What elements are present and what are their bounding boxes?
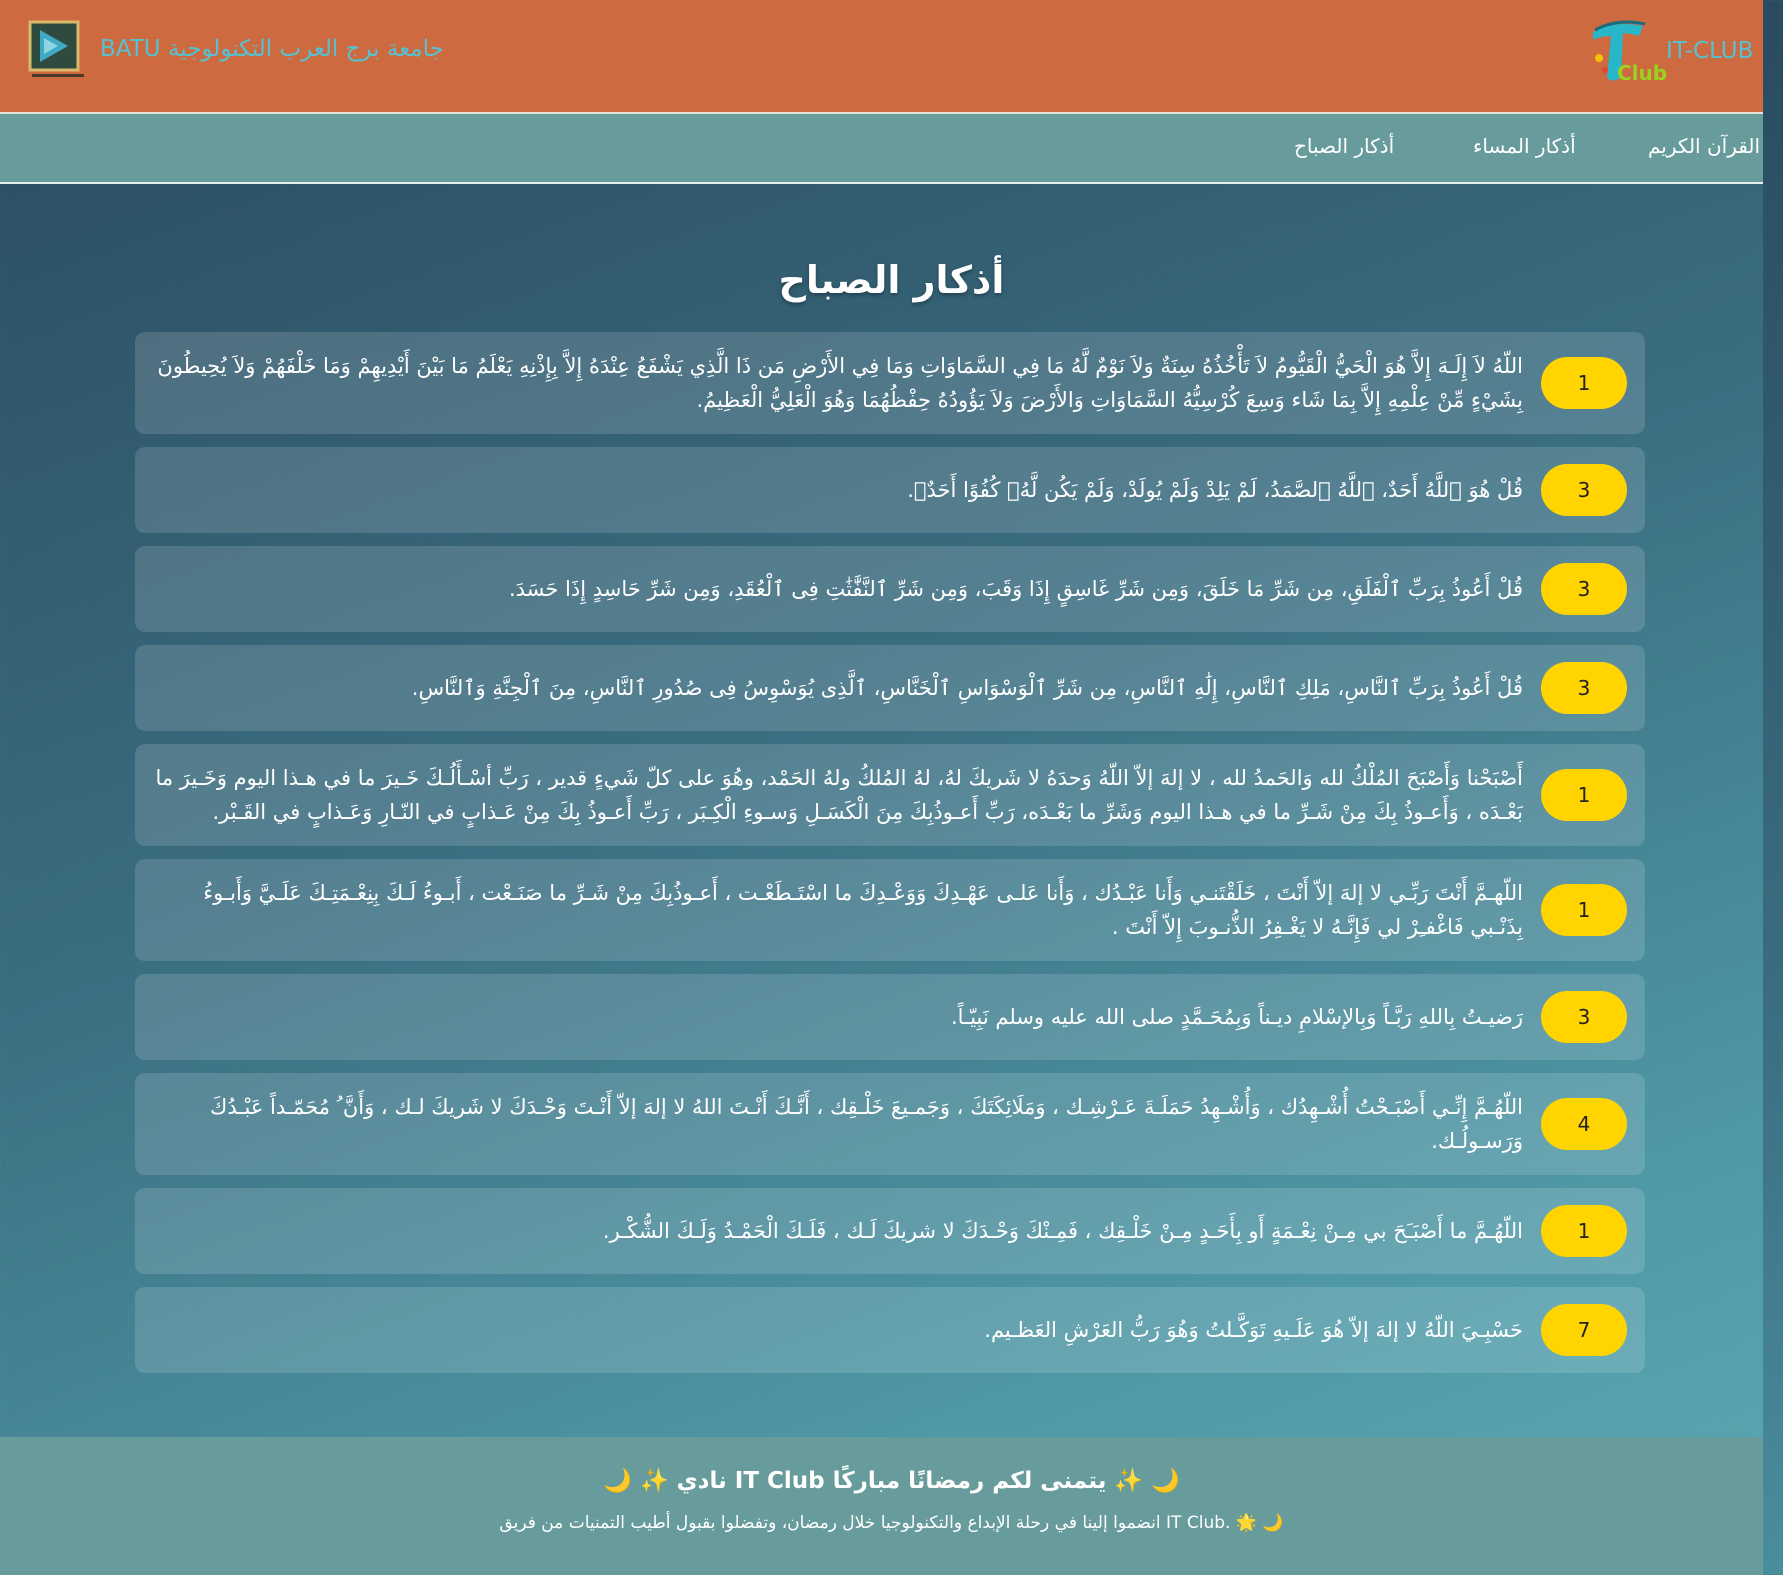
zikr-card xyxy=(135,744,1645,846)
zikr-count-button[interactable]: 3 xyxy=(1541,991,1627,1043)
nav-morning-azkar[interactable]: أذكار الصباح xyxy=(1294,134,1395,158)
nav-evening-azkar[interactable]: أذكار المساء xyxy=(1473,134,1576,158)
zikr-text: قُلْ هُوَ ٱللَّهُ أَحَدٌ، ٱللَّهُ ٱلصَّمَدُ، لَمْ يَلِدْ وَلَمْ يُولَدْ، وَلَمْ يَكُن لَّهُۥ كُفُوًا أَحَدٌۢ. xyxy=(907,478,1523,502)
zikr-text: قُلْ أَعُوذُ بِرَبِّ ٱلنَّاسِ، مَلِكِ ٱلنَّاسِ، إِلَٰهِ ٱلنَّاسِ، مِن شَرِّ ٱلْوَسْوَاسِ ٱلْخَنَّاسِ، ٱلَّذِى يُوَسْوِسُ فِى صُدُورِ ٱلنَّاسِ، مِنَ ٱلْجِنَّةِ وَٱلنَّاسِ. xyxy=(411,676,1523,700)
zikr-text: اللّهـمَّ أَنْتَ رَبِّـي لا إلهَ إلاّ أَنْتَ ، خَلَقْتَنـي وَأَنا عَبْـدُك ، وَأَنا عَلـى عَهْـدِكَ وَوَعْـدِكَ ما اسْتَـطَعْـت ، أَعـوذُبِكَ مِنْ شَـرِّ ما صَنَـعْت ، أَبـوءُ لَـكَ بِنِعْـمَتِـكَ عَلَـيَّ وَأَبـوءُ بِذَنْـبي فَاغْفـِرْ لي فَإِنَّـهُ لا يَغْـفِرُ الذُّنـوبَ إِلاّ أَنْتَ . xyxy=(203,881,1523,939)
zikr-card xyxy=(135,447,1645,533)
zikr-text: اللّهُـمَّ إِنِّـي أَصْبَـحْتُ أُشْـهِدُك ، وَأُشْـهِدُ حَمَلَـةَ عَـرْشِـك ، وَمَلَائِكَتَكَ ، وَجَمـيعَ خَلْـقِك ، أَنَّـكَ أَنْـتَ اللهُ لا إلهَ إلاّ أَنْـتَ وَحْـدَكَ لا شَريكَ لـك ، وَأَنَّ ُ مُحَمّـداً عَبْـدُكَ وَرَسـولُـك. xyxy=(210,1095,1523,1153)
zikr-card xyxy=(135,645,1645,731)
zikr-text: حَسْبِـيَ اللّهُ لا إلهَ إلاّ هُوَ عَلَـيهِ تَوَكَّـلتُ وَهُوَ رَبُّ العَرْشِ العَظـيم. xyxy=(984,1318,1523,1342)
zikr-count-button[interactable]: 3 xyxy=(1541,464,1627,516)
zikr-count-button[interactable]: 1 xyxy=(1541,884,1627,936)
azkar-list xyxy=(135,332,1645,1386)
zikr-text: اللّهُـمَّ ما أَصْبَـَحَ بي مِـنْ نِعْـمَةٍ أَو بِأَحَـدٍ مِـنْ خَلْـقِك ، فَمِـنْكَ وَحْـدَكَ لا شريكَ لَـك ، فَلَـكَ الْحَمْـدُ وَلَـكَ الشُّكْـر. xyxy=(602,1219,1523,1243)
zikr-count-button[interactable]: 4 xyxy=(1541,1098,1627,1150)
footer-title: 🌙 ✨ يتمنى لكم رمضانًا مباركًا IT Club نادي ✨ 🌙 xyxy=(603,1468,1180,1494)
zikr-card xyxy=(135,332,1645,434)
top-header xyxy=(0,0,1763,114)
zikr-text: اللّهُ لاَ إِلَـهَ إِلاَّ هُوَ الْحَيُّ الْقَيُّومُ لاَ تَأْخُذُهُ سِنَةٌ وَلاَ نَوْمٌ لَّهُ مَا فِي السَّمَاوَاتِ وَمَا فِي الأَرْضِ مَن ذَا الَّذِي يَشْفَعُ عِنْدَهُ إِلاَّ بِإِذْنِهِ يَعْلَمُ مَا بَيْنَ أَيْدِيهِمْ وَمَا خَلْفَهُمْ وَلاَ يُحِيطُونَ بِشَيْءٍ مِّنْ عِلْمِهِ إِلاَّ بِمَا شَاء وَسِعَ كُرْسِيُّهُ السَّمَاوَاتِ وَالأَرْضَ وَلاَ يَؤُودُهُ حِفْظُهُمَا وَهُوَ الْعَلِيُّ الْعَظِيمُ. xyxy=(157,354,1523,412)
zikr-count-button[interactable]: 1 xyxy=(1541,1205,1627,1257)
university-logo-icon[interactable] xyxy=(28,20,88,84)
zikr-text: رَضيـتُ بِاللهِ رَبَّـاً وَبِالإسْلامِ ديـناً وَبِمُحَـمَّدٍ صلى الله عليه وسلم نَبِيّـاً. xyxy=(950,1005,1523,1029)
zikr-text: قُلْ أَعُوذُ بِرَبِّ ٱلْفَلَقِ، مِن شَرِّ مَا خَلَقَ، وَمِن شَرِّ غَاسِقٍ إِذَا وَقَبَ، وَمِن شَرِّ ٱلنَّفَّٰثَٰتِ فِى ٱلْعُقَدِ، وَمِن شَرِّ حَاسِدٍ إِذَا حَسَدَ. xyxy=(508,577,1523,601)
zikr-count-button[interactable]: 7 xyxy=(1541,1304,1627,1356)
zikr-count-button[interactable]: 1 xyxy=(1541,769,1627,821)
zikr-card xyxy=(135,546,1645,632)
it-club-logo-icon[interactable] xyxy=(1585,18,1668,90)
zikr-count-button[interactable]: 3 xyxy=(1541,662,1627,714)
page-title: أذكار الصباح xyxy=(778,258,1005,302)
zikr-card xyxy=(135,1073,1645,1175)
university-name[interactable]: جامعة برج العرب التكنولوجية BATU xyxy=(100,36,444,62)
footer-subtitle: 🌙 🌟 .IT Club انضموا إلينا في رحلة الإبداع والتكنولوجيا خلال رمضان، وتفضلوا بقبول أطيب التمنيات من فريق xyxy=(499,1513,1284,1533)
svg-text:Club: Club xyxy=(1617,61,1668,85)
zikr-text: أَصْبَحْنا وَأَصْبَحَ المُلْكُ لله وَالحَمدُ لله ، لا إلهَ إلاّ اللّهُ وَحدَهُ لا شَريكَ لهُ، لهُ المُلكُ ولهُ الحَمْد، وهُوَ على كلّ شَيءٍ قدير ، رَبِّ أسْـأَلُـكَ خَـيرَ ما في هـذا اليوم وَخَـيرَ ما بَعْـدَه ، وَأَعـوذُ بِكَ مِنْ شَـرِّ ما في هـذا اليوم وَشَرِّ ما بَعْـدَه، رَبِّ أَعـوذُبِكَ مِنَ الْكَسَـلِ وَسـوءِ الْكِـبَر ، رَبِّ أَعـوذُ بِكَ مِنْ عَـذابٍ في النّـارِ وَعَـذابٍ في القَـبْر. xyxy=(155,766,1523,824)
zikr-card xyxy=(135,1188,1645,1274)
club-name[interactable]: IT-CLUB xyxy=(1666,38,1754,64)
nav-quran[interactable]: القرآن الكريم xyxy=(1648,134,1761,158)
footer xyxy=(0,1437,1763,1575)
zikr-count-button[interactable]: 3 xyxy=(1541,563,1627,615)
main-nav xyxy=(0,114,1763,184)
zikr-count-button[interactable]: 1 xyxy=(1541,357,1627,409)
zikr-card xyxy=(135,859,1645,961)
zikr-card xyxy=(135,974,1645,1060)
zikr-card xyxy=(135,1287,1645,1373)
